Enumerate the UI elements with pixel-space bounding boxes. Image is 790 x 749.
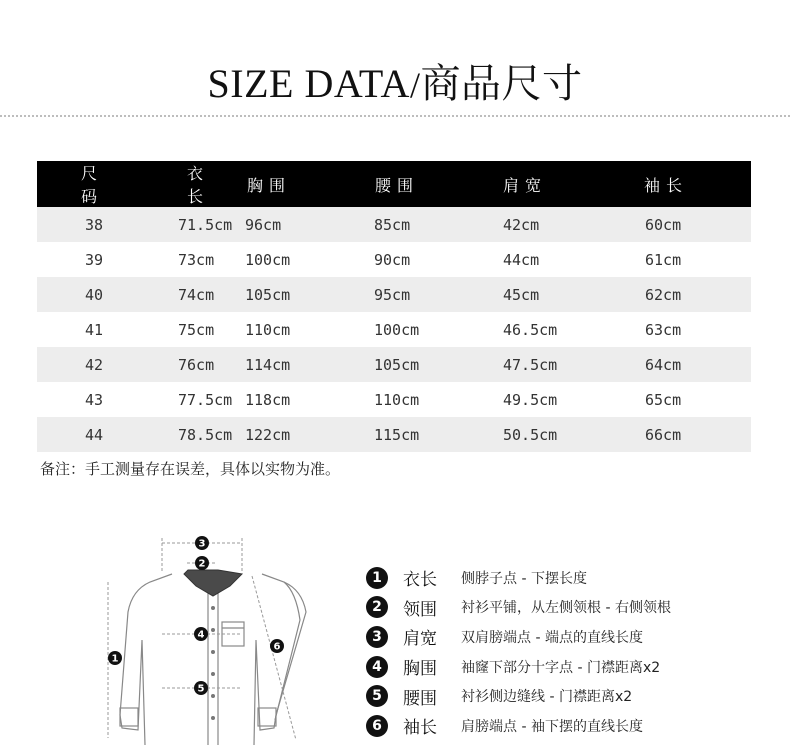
cell-chest: 122cm xyxy=(212,417,339,452)
cell-sleeve: 61cm xyxy=(645,250,682,269)
cell-length: 75cm xyxy=(178,320,215,339)
title-en: SIZE DATA xyxy=(207,61,410,106)
cell-shoulder: 42cm xyxy=(465,207,596,242)
header-shoulder: 肩宽 xyxy=(465,161,596,207)
diagram-marker-2-label: 2 xyxy=(198,558,206,570)
cell-size: 39 xyxy=(85,250,104,269)
header-chest: 胸围 xyxy=(212,161,339,207)
legend-description: 侧脖子点 - 下摆长度 xyxy=(461,570,587,587)
legend-name: 袖长 xyxy=(403,718,437,739)
measurement-legend xyxy=(366,563,776,741)
title-zh: 商品尺寸 xyxy=(420,61,583,106)
legend-item xyxy=(366,652,776,682)
cell-sleeve: 65cm xyxy=(645,390,682,409)
legend-number-badge: 1 xyxy=(366,567,388,589)
cell-waist: 85cm xyxy=(339,207,465,242)
cell-sleeve: 60cm xyxy=(596,207,751,242)
legend-name: 衣长 xyxy=(403,570,437,591)
table-row xyxy=(37,277,751,312)
cell-shoulder: 46.5cm xyxy=(503,320,558,339)
cell-length: 73cm xyxy=(178,250,215,269)
cell-shoulder: 45cm xyxy=(465,277,596,312)
cell-waist: 110cm xyxy=(374,390,420,409)
legend-item xyxy=(366,711,776,741)
cell-size: 42 xyxy=(37,347,80,382)
cell-sleeve: 64cm xyxy=(596,347,751,382)
header-size: 尺码 xyxy=(37,161,80,207)
cell-waist: 100cm xyxy=(374,320,420,339)
legend-number-badge: 3 xyxy=(366,626,388,648)
header-waist: 腰围 xyxy=(339,161,465,207)
cell-waist: 105cm xyxy=(339,347,465,382)
cell-chest: 105cm xyxy=(212,277,339,312)
legend-number-badge: 4 xyxy=(366,656,388,678)
table-header-row xyxy=(37,161,751,207)
table-row xyxy=(37,207,751,242)
shirt-outline-image xyxy=(90,520,320,745)
cell-waist: 95cm xyxy=(339,277,465,312)
diagram-marker-6-label: 6 xyxy=(273,641,281,653)
cell-shoulder: 50.5cm xyxy=(465,417,596,452)
cell-shoulder: 47.5cm xyxy=(465,347,596,382)
cell-size: 41 xyxy=(85,320,104,339)
cell-chest: 110cm xyxy=(245,320,291,339)
diagram-marker-4-label: 4 xyxy=(197,629,205,641)
diagram-marker-5-label: 5 xyxy=(197,683,205,695)
legend-description: 衬衫平铺，从左侧领根 - 右侧领根 xyxy=(461,600,671,617)
legend-item xyxy=(366,563,776,593)
legend-description: 双肩膀端点 - 端点的直线长度 xyxy=(461,629,643,646)
cell-length: 77.5cm xyxy=(178,390,233,409)
legend-description: 衬衫侧边缝线 - 门襟距离x2 xyxy=(461,689,633,706)
legend-name: 领围 xyxy=(403,599,437,620)
legend-description: 袖窿下部分十字点 - 门襟距离x2 xyxy=(461,659,661,676)
diagram-marker-3-label: 3 xyxy=(198,538,206,550)
legend-item xyxy=(366,681,776,711)
size-table xyxy=(37,161,751,452)
legend-number-badge: 5 xyxy=(366,685,388,707)
table-row xyxy=(37,417,751,452)
cell-waist: 90cm xyxy=(374,250,411,269)
cell-sleeve: 66cm xyxy=(596,417,751,452)
cell-size: 38 xyxy=(37,207,80,242)
dotted-divider xyxy=(0,115,790,117)
cell-chest: 100cm xyxy=(245,250,291,269)
title-separator: / xyxy=(409,65,421,105)
legend-number-badge: 6 xyxy=(366,715,388,737)
table-row xyxy=(37,312,751,347)
cell-length: 71.5cm xyxy=(80,207,212,242)
legend-description: 肩膀端点 - 袖下摆的直线长度 xyxy=(461,718,643,735)
cell-sleeve: 63cm xyxy=(645,320,682,339)
cell-size: 40 xyxy=(37,277,80,312)
cell-size: 44 xyxy=(37,417,80,452)
legend-item xyxy=(366,593,776,623)
page-title xyxy=(0,52,790,109)
legend-name: 肩宽 xyxy=(403,629,437,650)
cell-shoulder: 44cm xyxy=(503,250,540,269)
cell-chest: 96cm xyxy=(212,207,339,242)
legend-name: 胸围 xyxy=(403,659,437,680)
table-row xyxy=(37,347,751,382)
cell-chest: 114cm xyxy=(212,347,339,382)
cell-waist: 115cm xyxy=(339,417,465,452)
cell-length: 76cm xyxy=(80,347,212,382)
cell-sleeve: 62cm xyxy=(596,277,751,312)
shirt-diagram xyxy=(90,520,320,745)
cell-size: 43 xyxy=(85,390,104,409)
cell-shoulder: 49.5cm xyxy=(503,390,558,409)
legend-number-badge: 2 xyxy=(366,596,388,618)
legend-item xyxy=(366,622,776,652)
diagram-marker-1-label: 1 xyxy=(111,653,119,665)
table-row xyxy=(37,242,751,277)
header-sleeve: 袖长 xyxy=(596,161,751,207)
cell-length: 74cm xyxy=(80,277,212,312)
table-row xyxy=(37,382,751,417)
cell-chest: 118cm xyxy=(245,390,291,409)
legend-name: 腰围 xyxy=(403,688,437,709)
cell-length: 78.5cm xyxy=(80,417,212,452)
header-length: 衣长 xyxy=(80,161,212,207)
measurement-note: 备注：手工测量存在误差，具体以实物为准。 xyxy=(40,460,341,478)
